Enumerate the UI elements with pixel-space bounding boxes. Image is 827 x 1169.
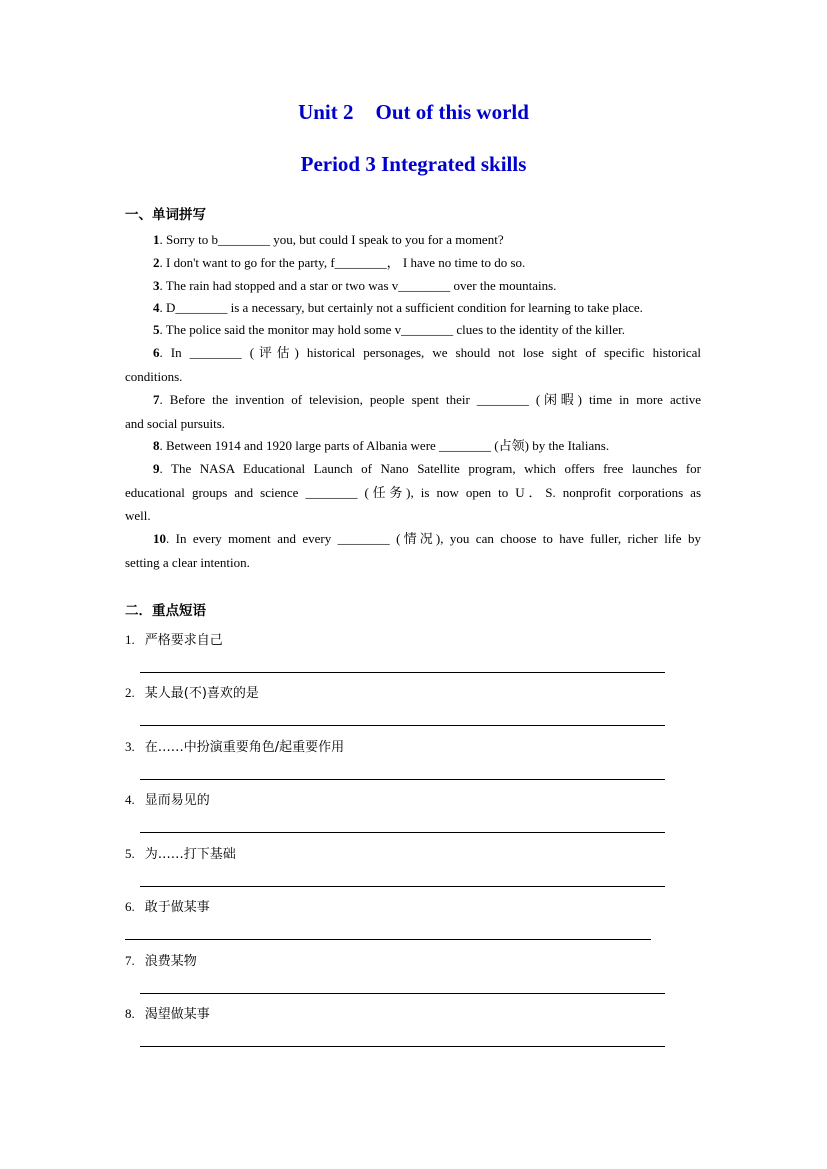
answer-line-5[interactable] (140, 886, 665, 887)
spelling-item-4: 4. D________ is a necessary, but certainly not a sufficient condition for learning to take place. (153, 300, 643, 315)
phrase-item-3: 3. 在……中扮演重要角色/起重要作用 (125, 739, 345, 755)
spelling-item-2: 2. I don't want to go for the party, f________， I have no time to do so. (153, 255, 526, 270)
phrase-item-7: 7. 浪费某物 (125, 953, 197, 969)
spelling-item-6: 6. In ________ (评估) historical personages, we should not lose sight of specific historical conditions. (125, 345, 701, 384)
answer-line-8[interactable] (140, 1046, 665, 1047)
spelling-item-7: 7. Before the invention of television, people spent their ________ (闲暇) time in more active and social pursuits. (125, 392, 701, 431)
spelling-item-10: 10. In every moment and every ________ (情况), you can choose to have fuller, richer life by setting a clear intention. (125, 531, 701, 570)
phrase-item-4: 4. 显而易见的 (125, 792, 210, 808)
unit-topic: Out of this world (375, 100, 529, 124)
spelling-item-9: 9. The NASA Educational Launch of Nano Satellite program, which offers free launches for educational groups and science ________ (任务), is now open to U．S. nonprofit corporations as well. (125, 461, 701, 523)
period-title: Period 3 Integrated skills (300, 152, 527, 176)
phrase-item-1: 1. 严格要求自己 (125, 632, 223, 648)
section-heading-spelling: 一、单词拼写 (125, 207, 206, 223)
spelling-item-5: 5. The police said the monitor may hold some v________ clues to the identity of the killer. (153, 322, 626, 337)
answer-line-7[interactable] (140, 993, 665, 994)
phrase-item-8: 8. 渴望做某事 (125, 1006, 210, 1022)
answer-line-2[interactable] (140, 725, 665, 726)
answer-line-6[interactable] (125, 939, 651, 940)
answer-line-4[interactable] (140, 832, 665, 833)
unit-label: Unit 2 (298, 100, 354, 124)
section-heading-phrases: 二．重点短语 (125, 603, 206, 619)
spelling-item-1: 1. Sorry to b________ you, but could I speak to you for a moment? (153, 232, 504, 247)
phrase-item-2: 2. 某人最(不)喜欢的是 (125, 685, 259, 701)
answer-line-1[interactable] (140, 672, 665, 673)
phrase-item-5: 5. 为……打下基础 (125, 846, 236, 862)
spelling-item-3: 3. The rain had stopped and a star or two was v________ over the mountains. (153, 278, 557, 293)
phrase-item-6: 6. 敢于做某事 (125, 899, 210, 915)
spelling-item-8: 8. Between 1914 and 1920 large parts of Albania were ________ (占领) by the Italians. (153, 438, 610, 453)
answer-line-3[interactable] (140, 779, 665, 780)
unit-title (0, 100, 827, 125)
